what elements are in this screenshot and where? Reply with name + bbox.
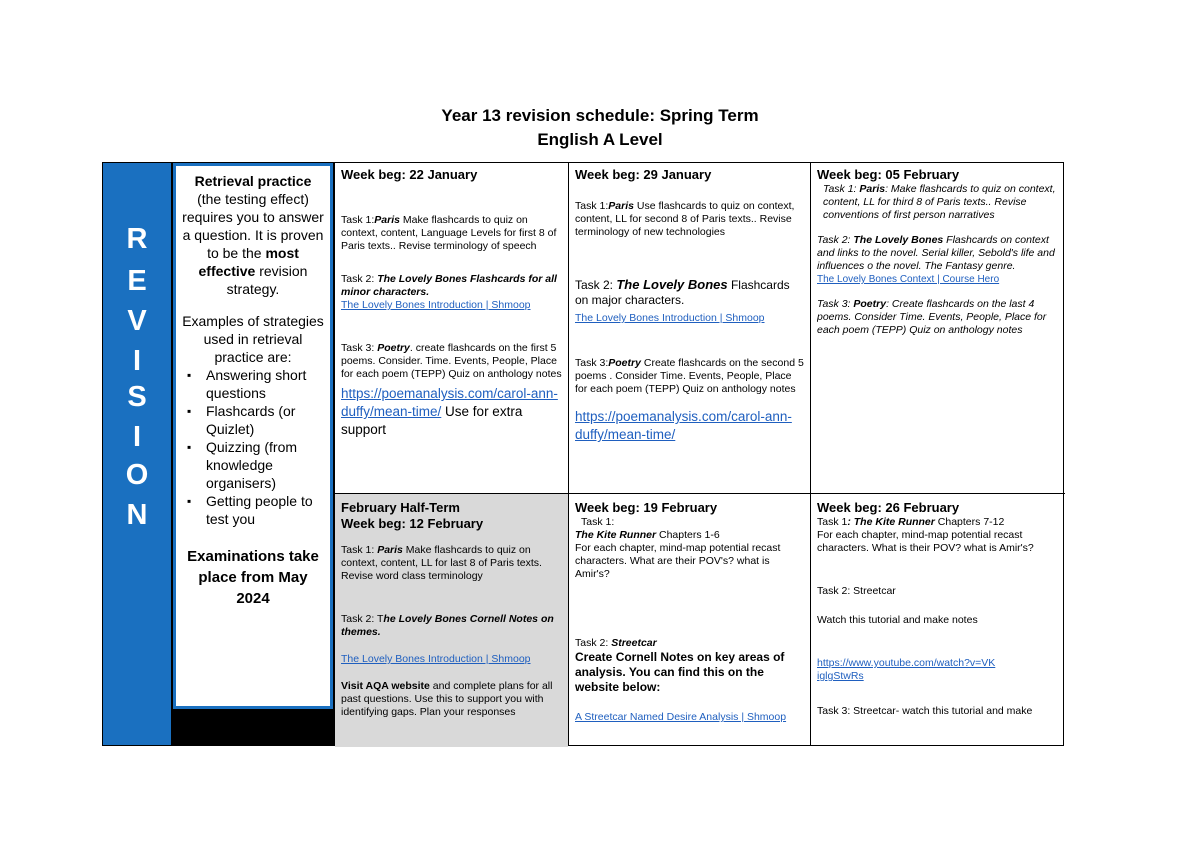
task-3: Task 3: Streetcar- watch this tutorial and make	[817, 705, 1033, 717]
task-1: Task 1:Paris Make flashcards to quiz on context, content, Language Levels for first 8 of Paris texts.. Revise terminology of speech	[341, 214, 557, 252]
page-subtitle: English A Level	[537, 130, 663, 149]
list-item: ▪ Getting people to test you	[182, 492, 324, 528]
examples-list	[182, 366, 324, 528]
task-1-title: The Kite Runner Chapters 1-6	[575, 529, 720, 541]
lovely-bones-context-link[interactable]: The Lovely Bones Context | Course Hero	[817, 274, 1000, 285]
task-1-detail: For each chapter, mind-map potential recast characters. What is their POV? what is Amir's?	[817, 529, 1034, 554]
week-05-february-cell	[817, 167, 1061, 491]
task-3: Task 3:Poetry Create flashcards on the second 5 poems . Consider Time. Events, People, Place for each poem (TEPP) Quiz on anthology notes	[575, 357, 804, 395]
task-1: Task 1: Paris: Make flashcards to quiz on context, content, LL for third 8 of Paris texts.. Revise conventions of first person narratives	[823, 183, 1056, 221]
week-19-february-cell	[575, 500, 805, 745]
list-item: ▪ Quizzing (from knowledge organisers)	[182, 438, 324, 492]
task-3: Visit AQA website and complete plans for all past questions. Use this to support you with identifying gaps. Plan your responses	[341, 680, 553, 718]
task-3: Task 3: Poetry. create flashcards on the first 5 poems. Consider. Time. Events, People, Place for each poem (TEPP) Quiz on anthology notes	[341, 342, 562, 380]
streetcar-analysis-link[interactable]: A Streetcar Named Desire Analysis | Shmoop	[575, 711, 787, 723]
exam-notice: Examinations take place from May 2024	[187, 548, 319, 607]
task-1: Task 1:	[581, 516, 615, 528]
revision-letter: I	[132, 345, 142, 377]
task-2: Task 2: Streetcar	[817, 585, 896, 597]
lovely-bones-link[interactable]: The Lovely Bones Introduction | Shmoop	[575, 312, 765, 324]
schedule-table	[102, 162, 1064, 746]
week-29-january-cell	[575, 167, 805, 491]
retrieval-intro: (the testing effect) requires you to answer a question. It is proven to be the most effective revision strategy.	[182, 191, 324, 297]
revision-letter: I	[132, 421, 142, 453]
revision-letter: V	[127, 305, 147, 337]
examples-intro: Examples of strategies used in retrieval practice are:	[182, 313, 324, 365]
poem-analysis-link[interactable]: https://poemanalysis.com/carol-ann-duffy/mean-time/	[575, 409, 792, 442]
revision-letter: O	[125, 459, 149, 491]
page-title: Year 13 revision schedule: Spring Term	[441, 106, 759, 125]
week-heading: Week beg: 19 February	[575, 500, 718, 515]
retrieval-practice-box	[173, 163, 333, 709]
week-heading: Week beg: 12 February	[341, 516, 484, 531]
task-2: Task 2: Streetcar	[575, 637, 657, 649]
list-item: ▪ Flashcards (or Quizlet)	[182, 402, 324, 438]
revision-letter: R	[126, 223, 148, 255]
task-3: Task 3: Poetry: Create flashcards on the last 4 poems. Consider Time. Events, People, Place for each poem (TEPP) Quiz on anthology notes	[817, 298, 1047, 336]
revision-column	[103, 163, 171, 745]
week-22-january-cell	[341, 167, 563, 491]
week-heading: Week beg: 05 February	[817, 167, 960, 182]
half-term-cell	[341, 500, 563, 745]
task-2-detail: Create Cornell Notes on key areas of analysis. You can find this on the website below:	[575, 650, 785, 694]
half-term-heading: February Half-Term	[341, 500, 460, 515]
task-1: Task 1:Paris Use flashcards to quiz on context, content, LL for second 8 of Paris texts.. Revise terminology of new technologies	[575, 200, 795, 238]
task-2: Task 2: The Lovely Bones Flashcards for all minor characters.	[341, 273, 557, 298]
list-item: ▪ Answering short questions	[182, 366, 324, 402]
week-heading: Week beg: 22 January	[341, 167, 478, 182]
task-1-detail: For each chapter, mind-map potential recast characters. What are their POV's? what is Amir's?	[575, 542, 781, 580]
poem-analysis-link[interactable]: https://poemanalysis.com/carol-ann-duffy/mean-time/ Use for extra support	[341, 386, 558, 437]
week-heading: Week beg: 29 January	[575, 167, 712, 182]
task-1: Task 1: The Kite Runner Chapters 7-12	[817, 516, 1005, 528]
retrieval-heading: Retrieval practice	[194, 173, 312, 189]
revision-letter: S	[127, 381, 147, 413]
lovely-bones-link[interactable]: The Lovely Bones Introduction | Shmoop	[341, 653, 531, 665]
youtube-tutorial-link[interactable]: https://www.youtube.com/watch?v=VKiglgStwRs	[817, 657, 996, 682]
task-2: Task 2: The Lovely Bones Cornell Notes on themes.	[341, 613, 554, 638]
revision-letter: E	[127, 265, 147, 297]
task-2-detail: Watch this tutorial and make notes	[817, 614, 978, 626]
revision-letter: N	[126, 499, 148, 531]
task-2: Task 2: The Lovely Bones Flashcards on major characters.	[575, 277, 790, 307]
week-heading: Week beg: 26 February	[817, 500, 960, 515]
task-2: Task 2: The Lovely Bones Flashcards on context and links to the novel. Serial killer, Sebold's life and influences o the novel. The Fantasy genre.	[817, 234, 1055, 272]
task-1: Task 1: Paris Make flashcards to quiz on context, content, LL for last 8 of Paris texts. Revise word class terminology	[341, 544, 542, 582]
week-26-february-cell	[817, 500, 1061, 745]
lovely-bones-link[interactable]: The Lovely Bones Introduction | Shmoop	[341, 299, 531, 311]
